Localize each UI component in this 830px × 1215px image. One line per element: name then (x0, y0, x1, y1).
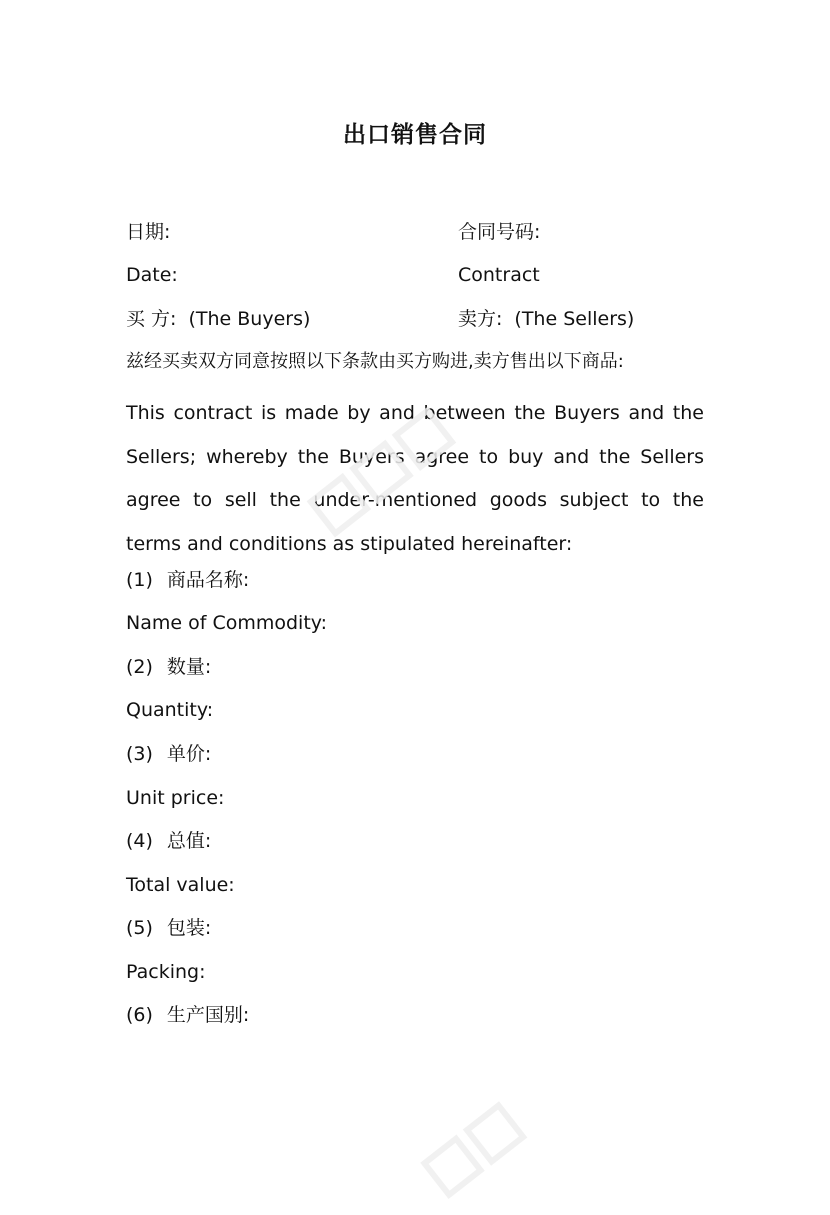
seller-label-en: (The Sellers) (514, 308, 635, 330)
clause-label-zh: 单价: (166, 743, 212, 765)
clause-1-en: Name of Commodity: (126, 612, 328, 634)
clause-label-zh: 包装: (166, 917, 212, 939)
contract-en-label: Contract (458, 264, 540, 286)
clause-5-zh (126, 916, 211, 940)
watermark-mark (416, 1073, 563, 1206)
date-en-label: Date: (126, 264, 178, 286)
intro-zh-paragraph: 兹经买卖双方同意按照以下条款由买方购进,卖方售出以下商品: (126, 351, 624, 372)
clause-label-zh: 商品名称: (166, 569, 250, 591)
clause-number: (1) (126, 569, 153, 591)
seller-label (458, 307, 634, 331)
clause-label-zh: 总值: (166, 830, 212, 852)
clause-number: (3) (126, 743, 153, 765)
clause-6-zh (126, 1003, 249, 1027)
clause-label-zh: 生产国别: (166, 1004, 250, 1026)
clause-2-zh (126, 655, 211, 679)
contract-no-zh-label: 合同号码: (458, 221, 541, 243)
clause-1-zh (126, 568, 249, 592)
clause-label-zh: 数量: (166, 656, 212, 678)
buyer-label (126, 307, 310, 331)
clause-3-zh (126, 742, 211, 766)
clause-number: (2) (126, 656, 153, 678)
page-title: 出口销售合同 (343, 122, 487, 148)
clause-number: (4) (126, 830, 153, 852)
clause-number: (6) (126, 1004, 153, 1026)
buyer-label-zh: 买 方: (126, 308, 177, 330)
clause-number: (5) (126, 917, 153, 939)
clause-3-en: Unit price: (126, 787, 225, 809)
clause-4-zh (126, 829, 211, 853)
clause-5-en: Packing: (126, 961, 206, 983)
seller-label-zh: 卖方: (458, 308, 503, 330)
intro-en-paragraph: This contract is made by and between the Buyers and the Sellers; whereby the Buyers agree to buy and the Sellers agree to sell the under-mentioned goods subject to the terms and conditions as stipulated hereinafter: (126, 402, 704, 555)
clause-2-en: Quantity: (126, 699, 214, 721)
clause-4-en: Total value: (126, 874, 235, 896)
date-zh-label: 日期: (126, 221, 171, 243)
watermark-shape (416, 1073, 563, 1206)
buyer-label-en: (The Buyers) (188, 308, 311, 330)
